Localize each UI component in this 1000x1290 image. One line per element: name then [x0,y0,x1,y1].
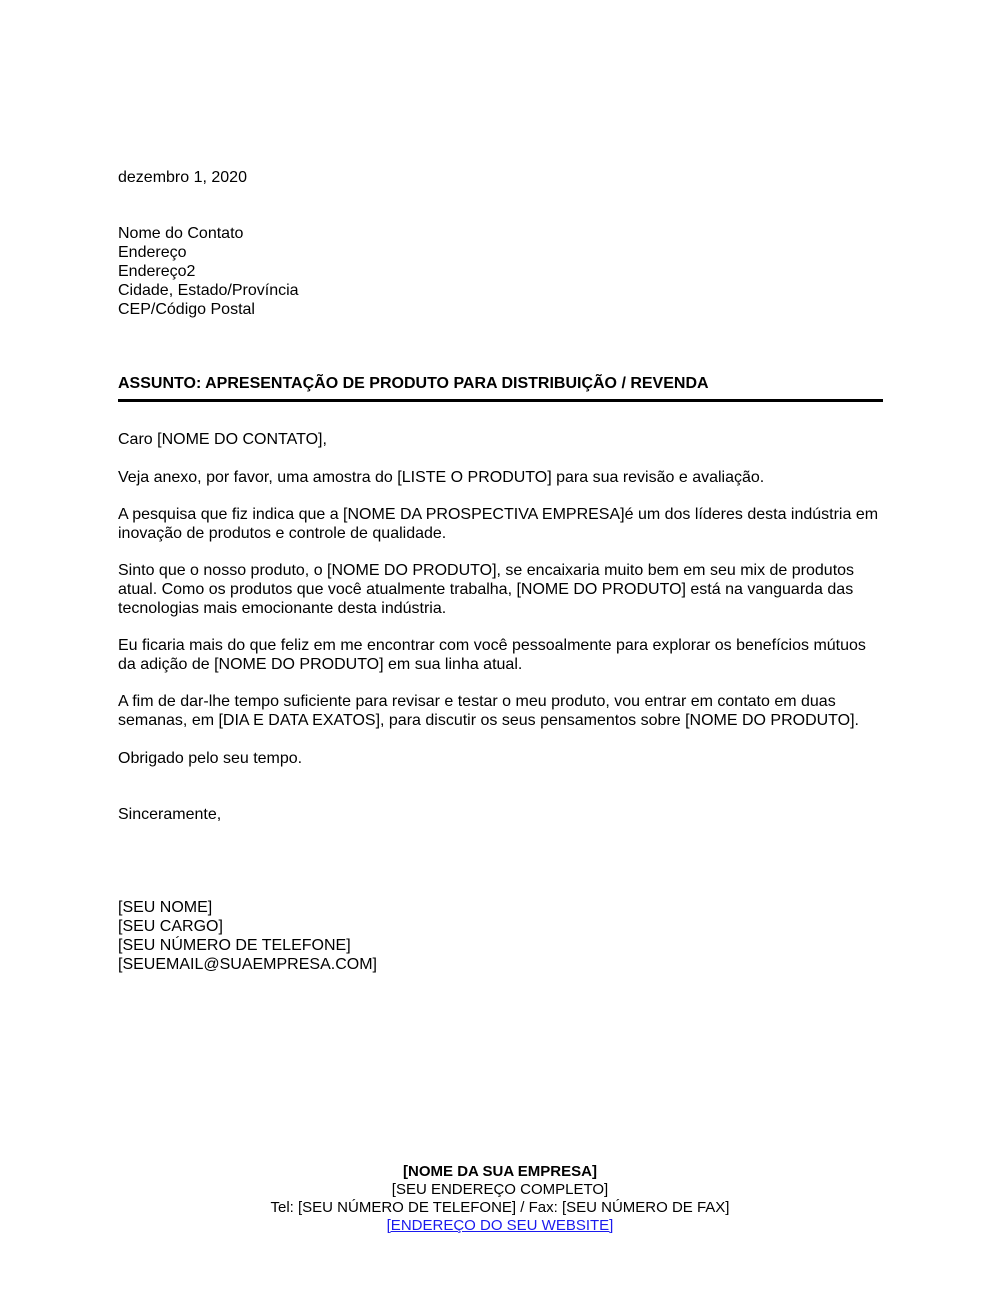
sender-phone: [SEU NÚMERO DE TELEFONE] [118,937,351,954]
recipient-address-line-1: Endereço [118,244,187,261]
footer-address: [SEU ENDEREÇO COMPLETO] [391,1181,609,1198]
footer-website-link[interactable]: [ENDEREÇO DO SEU WEBSITE] [386,1217,614,1234]
signature-block [118,898,888,974]
sender-email: [SEUEMAIL@SUAEMPRESA.COM] [118,956,377,973]
footer-company-name: [NOME DA SUA EMPRESA] [403,1163,597,1180]
letter-date: dezembro 1, 2020 [118,169,247,186]
recipient-city-state: Cidade, Estado/Província [118,282,299,299]
subject-line: ASSUNTO: APRESENTAÇÃO DE PRODUTO PARA DISTRIBUIÇÃO / REVENDA [118,375,709,392]
footer-contact: Tel: [SEU NÚMERO DE TELEFONE] / Fax: [SEU NÚMERO DE FAX] [270,1199,730,1216]
company-footer [0,1163,1000,1235]
body-paragraph: A pesquisa que fiz indica que a [NOME DA PROSPECTIVA EMPRESA]é um dos líderes desta indústria em inovação de produtos e controle de qualidade. [118,506,879,542]
recipient-name: Nome do Contato [118,225,244,242]
closing: Sinceramente, [118,806,222,823]
body-paragraph: A fim de dar-lhe tempo suficiente para revisar e testar o meu produto, vou entrar em contato em duas semanas, em [DIA E DATA EXATOS], para discutir os seus pensamentos sobre [NOME DO PRODUTO]. [118,693,859,729]
body-paragraph: Veja anexo, por favor, uma amostra do [LISTE O PRODUTO] para sua revisão e avaliação. [118,469,765,486]
sender-name: [SEU NOME] [118,899,213,916]
recipient-address-line-2: Endereço2 [118,263,196,280]
sender-title: [SEU CARGO] [118,918,223,935]
body-paragraph: Eu ficaria mais do que feliz em me encontrar com você pessoalmente para explorar os benefícios mútuos da adição de [NOME DO PRODUTO] em sua linha atual. [118,637,866,673]
recipient-postal-code: CEP/Código Postal [118,301,255,318]
body-paragraph: Sinto que o nosso produto, o [NOME DO PRODUTO], se encaixaria muito bem em seu mix de produtos atual. Como os produtos que você atualmente trabalha, [NOME DO PRODUTO] está na vanguarda das tecnologias mais emocionante desta indústria. [118,562,855,617]
recipient-address [118,224,888,319]
body-paragraph: Obrigado pelo seu tempo. [118,750,303,767]
subject-divider [118,399,883,402]
salutation: Caro [NOME DO CONTATO], [118,431,327,448]
